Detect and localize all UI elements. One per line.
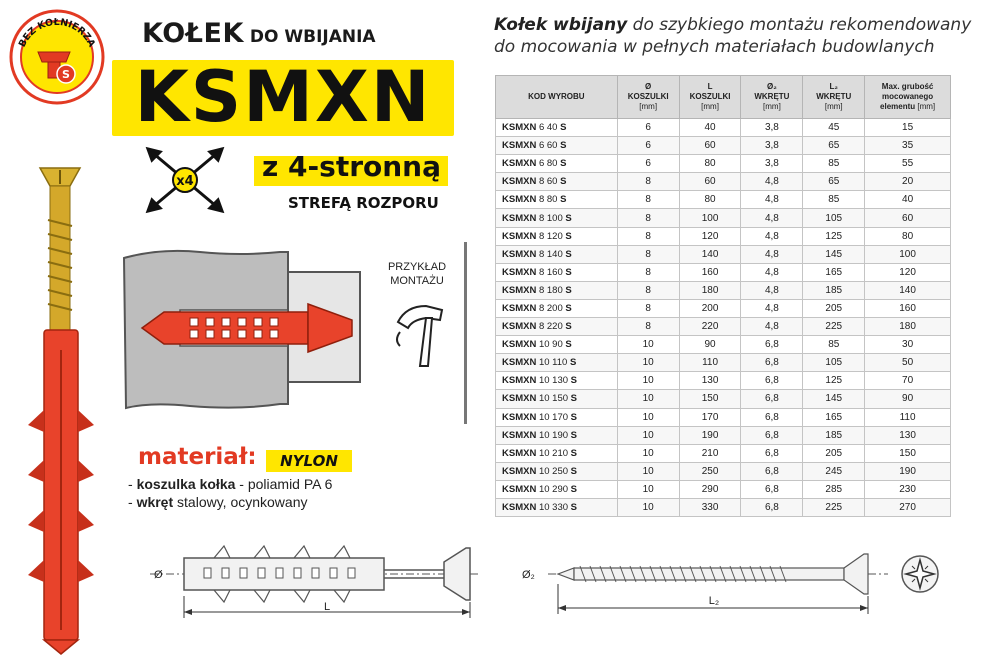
cell-d2: 6,8 [741,408,803,426]
cell-l2: 85 [803,191,865,209]
cell-code: KSMXN 10 290 S [496,480,618,498]
sleeve-dia-label: Ø [154,569,163,581]
screw-dia-label: Ø₂ [522,569,535,581]
header-screw-dia: Ø₂ WKRĘTU [mm] [741,76,803,119]
cell-d: 10 [617,462,679,480]
table-row [496,299,951,317]
cell-l: 200 [679,299,741,317]
cell-max: 110 [865,408,951,426]
cell-l: 80 [679,191,741,209]
cell-d: 8 [617,191,679,209]
table-row [496,263,951,281]
table-row [496,426,951,444]
table-row [496,119,951,137]
cell-l2: 45 [803,119,865,137]
table-row [496,245,951,263]
intro-text: Kołek wbijany do szybkiego montażu rekomendowany do mocowania w pełnych materiałach budowlanych [494,15,972,57]
cell-code: KSMXN 8 60 S [496,173,618,191]
cell-l2: 245 [803,462,865,480]
header-screw-len: L₂ WKRĘTU [mm] [803,76,865,119]
title-sub: DO WBIJANIA [249,27,376,47]
cell-l: 330 [679,498,741,516]
header-sleeve-len: L KOSZULKI [mm] [679,76,741,119]
cell-max: 120 [865,263,951,281]
badge-text: BEZ KOŁNIERZA [16,16,98,49]
bez-kolnierza-badge [8,8,106,106]
mounting-label: PRZYKŁAD MONTAŻU [387,261,447,287]
cell-d2: 4,8 [741,245,803,263]
cell-d2: 6,8 [741,444,803,462]
table-row [496,137,951,155]
table-row [496,318,951,336]
cell-d2: 4,8 [741,263,803,281]
cell-d2: 6,8 [741,498,803,516]
cell-d2: 6,8 [741,480,803,498]
table-row [496,354,951,372]
cell-l: 150 [679,390,741,408]
table-row [496,390,951,408]
table-row [496,372,951,390]
cell-l2: 65 [803,173,865,191]
cell-code: KSMXN 8 140 S [496,245,618,263]
cell-d: 8 [617,227,679,245]
cell-l: 110 [679,354,741,372]
cell-d: 8 [617,245,679,263]
cell-d2: 6,8 [741,372,803,390]
cell-code: KSMXN 6 80 S [496,155,618,173]
cell-d2: 4,8 [741,318,803,336]
cell-d: 10 [617,426,679,444]
cell-d2: 4,8 [741,281,803,299]
cell-l2: 105 [803,209,865,227]
table-row [496,281,951,299]
cell-l2: 145 [803,245,865,263]
header-max-thickness: Max. grubość mocowanego elementu [mm] [865,76,951,119]
material-value: NYLON [266,450,352,472]
cell-code: KSMXN 10 110 S [496,354,618,372]
screw-length-label: L₂ [708,595,720,607]
four-way-arrows-icon [142,144,228,216]
table-row [496,444,951,462]
cell-max: 35 [865,137,951,155]
cell-max: 55 [865,155,951,173]
table-row [496,173,951,191]
spec-table-header [496,76,951,119]
cell-l2: 185 [803,281,865,299]
header-code: KOD WYROBU [496,76,618,119]
cell-d2: 6,8 [741,354,803,372]
table-row [496,498,951,516]
cell-max: 40 [865,191,951,209]
cell-max: 160 [865,299,951,317]
cell-code: KSMXN 10 170 S [496,408,618,426]
cell-code: KSMXN 10 330 S [496,498,618,516]
screw-dimension-drawing [518,550,898,626]
material-label: materiał: [138,444,257,470]
table-row [496,480,951,498]
cell-d2: 6,8 [741,462,803,480]
cell-max: 80 [865,227,951,245]
table-row [496,209,951,227]
cell-d: 8 [617,209,679,227]
cell-code: KSMXN 10 250 S [496,462,618,480]
cell-l: 210 [679,444,741,462]
cell-l2: 145 [803,390,865,408]
cell-max: 180 [865,318,951,336]
cell-l2: 85 [803,336,865,354]
cell-l: 60 [679,173,741,191]
cell-d2: 4,8 [741,227,803,245]
cell-l: 190 [679,426,741,444]
table-row [496,336,951,354]
table-row [496,155,951,173]
cell-l2: 185 [803,426,865,444]
cell-code: KSMXN 10 90 S [496,336,618,354]
cell-l: 290 [679,480,741,498]
badge-letter: S [62,68,70,81]
cell-max: 60 [865,209,951,227]
model-name: KSMXN [134,56,432,138]
cell-d2: 4,8 [741,191,803,209]
cell-l: 130 [679,372,741,390]
spec-table-body [496,119,951,517]
cell-max: 20 [865,173,951,191]
cell-d2: 6,8 [741,426,803,444]
cell-code: KSMXN 8 100 S [496,209,618,227]
pozidriv-head-icon [900,554,940,594]
table-row [496,191,951,209]
cell-l2: 285 [803,480,865,498]
cell-l: 170 [679,408,741,426]
cell-code: KSMXN 10 210 S [496,444,618,462]
cell-d: 10 [617,444,679,462]
cell-d2: 4,8 [741,209,803,227]
cell-d2: 3,8 [741,119,803,137]
cell-l2: 105 [803,354,865,372]
cell-d: 8 [617,318,679,336]
cell-max: 70 [865,372,951,390]
cell-max: 50 [865,354,951,372]
dowel-product-image [20,160,112,655]
cell-code: KSMXN 10 190 S [496,426,618,444]
sleeve-dimension-drawing [144,540,484,624]
cell-l: 60 [679,137,741,155]
cell-d2: 4,8 [741,299,803,317]
table-row [496,462,951,480]
divider [464,242,467,424]
cell-max: 270 [865,498,951,516]
cell-d: 8 [617,299,679,317]
cell-max: 230 [865,480,951,498]
sleeve-length-label: L [323,601,331,613]
cell-d2: 3,8 [741,155,803,173]
cell-l2: 225 [803,318,865,336]
cell-d: 8 [617,263,679,281]
title-main: KOŁEK [142,18,244,49]
material-line-screw: - wkręt stalowy, ocynkowany [128,494,308,510]
table-row [496,227,951,245]
cell-l2: 205 [803,444,865,462]
cell-d: 6 [617,119,679,137]
cell-max: 130 [865,426,951,444]
cell-max: 30 [865,336,951,354]
cell-l2: 125 [803,227,865,245]
cell-code: KSMXN 10 130 S [496,372,618,390]
cell-l: 140 [679,245,741,263]
cell-max: 100 [865,245,951,263]
cell-code: KSMXN 8 80 S [496,191,618,209]
cell-code: KSMXN 10 150 S [496,390,618,408]
cell-d: 8 [617,281,679,299]
cell-l: 220 [679,318,741,336]
cell-d: 10 [617,390,679,408]
cell-max: 140 [865,281,951,299]
feature-line2: STREFĄ ROZPORU [288,194,439,212]
cell-d: 10 [617,372,679,390]
cell-d2: 4,8 [741,173,803,191]
cell-l2: 165 [803,263,865,281]
cell-d: 6 [617,137,679,155]
cell-l2: 125 [803,372,865,390]
cell-d2: 6,8 [741,336,803,354]
cell-l: 250 [679,462,741,480]
cell-l: 160 [679,263,741,281]
cell-code: KSMXN 8 200 S [496,299,618,317]
spec-table [495,75,951,517]
cell-code: KSMXN 8 120 S [496,227,618,245]
cell-max: 90 [865,390,951,408]
cell-code: KSMXN 6 60 S [496,137,618,155]
cell-l: 90 [679,336,741,354]
cell-code: KSMXN 8 220 S [496,318,618,336]
cell-l2: 65 [803,137,865,155]
cell-d: 6 [617,155,679,173]
x4-label: x4 [176,174,194,189]
cell-l: 100 [679,209,741,227]
header-sleeve-dia: Ø KOSZULKI [mm] [617,76,679,119]
cell-l: 180 [679,281,741,299]
hammer-icon [392,292,456,372]
cell-l: 80 [679,155,741,173]
cell-d: 10 [617,354,679,372]
cell-max: 150 [865,444,951,462]
mounting-example-drawing [120,238,368,416]
cell-code: KSMXN 8 180 S [496,281,618,299]
cell-code: KSMXN 8 160 S [496,263,618,281]
page-title [142,18,376,49]
cell-d: 10 [617,480,679,498]
cell-d: 10 [617,498,679,516]
cell-max: 190 [865,462,951,480]
cell-d: 8 [617,173,679,191]
cell-l: 120 [679,227,741,245]
cell-l2: 205 [803,299,865,317]
table-row [496,408,951,426]
cell-l2: 85 [803,155,865,173]
material-line-sleeve: - koszulka kołka - poliamid PA 6 [128,476,333,492]
cell-max: 15 [865,119,951,137]
cell-l2: 225 [803,498,865,516]
cell-l: 40 [679,119,741,137]
cell-d: 10 [617,336,679,354]
cell-d: 10 [617,408,679,426]
cell-code: KSMXN 6 40 S [496,119,618,137]
cell-l2: 165 [803,408,865,426]
cell-d2: 3,8 [741,137,803,155]
cell-d2: 6,8 [741,390,803,408]
feature-line1: z 4-stronną [262,150,442,183]
